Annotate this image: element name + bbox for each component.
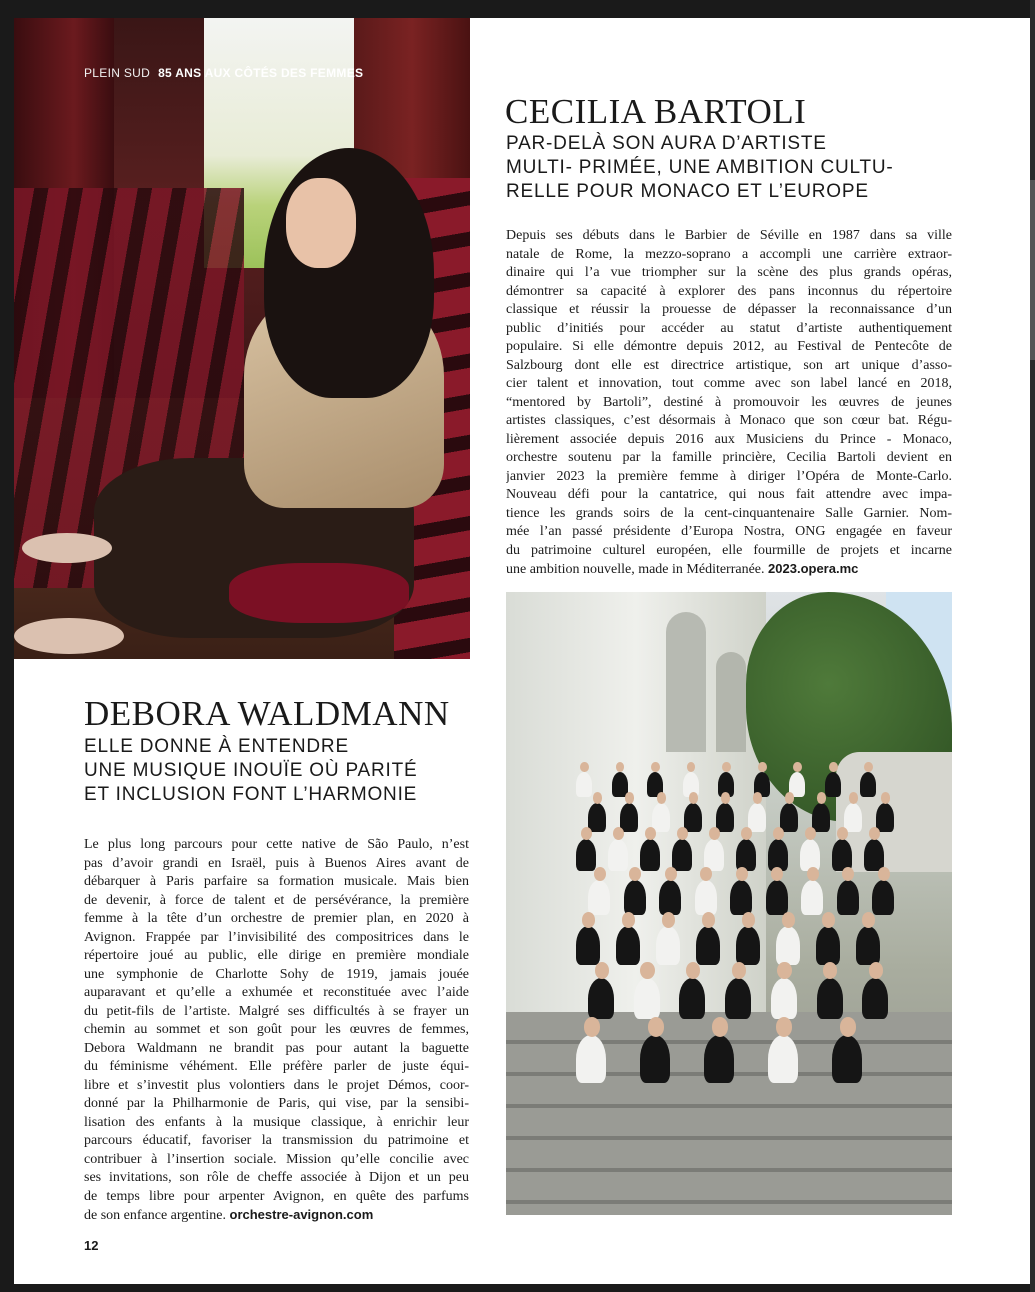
scrollbar-thumb[interactable]	[1030, 180, 1035, 360]
body-line: lisation des enfants à la musique classique, à enrichir leur	[84, 1114, 469, 1130]
cecilia-body	[506, 227, 952, 579]
section-name: PLEIN SUD	[84, 66, 151, 80]
debora-heading: DEBORA WALDMANN	[84, 694, 450, 733]
body-line: cier talent et innovation, tout comme avec son label lancé en 2018,	[506, 376, 952, 391]
body-line: artistes classiques, c’est désormais à Monaco que son cœur bat. Régu-	[506, 413, 952, 428]
body-line: démontrer sa capacité à explorer des pans inconnus du répertoire	[506, 283, 952, 299]
body-line: auparavant et qu’elle a exhumée et reconstituée avec l’aide	[84, 985, 469, 1000]
subtitle-line: UNE MUSIQUE INOUÏE OÙ PARITÉ	[84, 760, 418, 781]
body-line: Le plus long parcours pour cette native de São Paulo, n’est	[84, 837, 469, 852]
body-line: populaire. Si elle démontre depuis 2012, au Festival de Pentecôte de	[506, 339, 952, 354]
body-line: tience les grands soirs de la cent-cinquantenaire Salle Garnier. Nom-	[506, 505, 952, 521]
body-line: Nouveau défi pour la cantatrice, qui nous fait attendre avec impa-	[506, 487, 952, 502]
body-line: chemin au sommet et son goût pour les œuvres de femmes,	[84, 1022, 469, 1037]
subtitle-line: MULTI- PRIMÉE, UNE AMBITION CULTU-	[506, 157, 894, 178]
subtitle-line: ET INCLUSION FONT L’HARMONIE	[84, 784, 418, 805]
body-line: ses invitations, son rôle de cheffe associée à Dijon et un peu	[84, 1170, 469, 1185]
body-line: Debora Waldmann ne brandit pas pour autant la baguette	[84, 1040, 469, 1056]
body-line: du patrimoine culturel européen, elle fourmille de projets et incarne	[506, 542, 952, 558]
photo-orchestre-avignon	[506, 592, 952, 1215]
body-line-last	[84, 1206, 469, 1225]
body-line: libre et s’investit plus volontiers dans le projet Démos, coor-	[84, 1077, 469, 1093]
body-line: de devenir, à force de talent et de persévérance, la première	[84, 892, 469, 908]
body-line: Salzbourg dont elle est directrice artistique, son art unique d’asso-	[506, 357, 952, 373]
debora-body	[84, 836, 469, 1225]
subtitle-line: PAR-DELÀ SON AURA D’ARTISTE	[506, 133, 827, 154]
debora-subtitle	[84, 735, 484, 807]
debora-website-link[interactable]: orchestre-avignon.com	[229, 1207, 374, 1222]
cecilia-website-link[interactable]: 2023.opera.mc	[768, 561, 859, 576]
magazine-page	[14, 18, 1035, 1284]
body-line: répertoire joué au public, elle dirige en première mondiale	[84, 948, 469, 963]
body-line: Depuis ses débuts dans le Barbier de Séville en 1987 dans sa ville	[506, 228, 952, 243]
body-line: natale de Rome, la mezzo-soprano a accompli une carrière extraor-	[506, 246, 952, 262]
body-line: Avignon. Frappée par l’invisibilité des compositrices dans le	[84, 929, 469, 945]
body-line: pas d’avoir grandi en Israël, puis à Buenos Aires avant de	[84, 855, 469, 871]
viewer-scrollbar[interactable]	[1030, 0, 1035, 1292]
section-tagline: 85 ANS AUX CÔTÉS DES FEMMES	[158, 66, 364, 80]
running-header	[84, 66, 363, 80]
body-line: mée l’an passé présidente d’Europa Nostra, ONG engagée en faveur	[506, 524, 952, 539]
body-line: du petit-fils de l’artiste. Malgré ses difficultés à se frayer un	[84, 1003, 469, 1019]
body-text: une ambition nouvelle, made in Méditerranée.	[506, 562, 765, 577]
body-line: de temps libre pour arpenter Avignon, en quête des parfums	[84, 1188, 469, 1204]
page-number: 12	[84, 1238, 99, 1253]
body-line: contribuer à l’insertion sociale. Mission qu’elle concilie avec	[84, 1151, 469, 1167]
body-line-last	[506, 560, 952, 579]
body-line: lièrement associée depuis 2016 aux Musiciens du Prince - Monaco,	[506, 431, 952, 447]
photo-cecilia-bartoli	[14, 18, 470, 659]
body-line: dinaire qui l’a vue triompher sur la scène des plus grands opéras,	[506, 265, 952, 280]
body-line: parcours éducatif, favoriser la transmission du patrimoine et	[84, 1133, 469, 1148]
body-line: orchestre soutenu par la famille princière, Cecilia Bartoli devient en	[506, 450, 952, 465]
body-line: débarquer à Paris parfaire sa formation musicale. Mais bien	[84, 874, 469, 889]
cecilia-heading: CECILIA BARTOLI	[505, 92, 807, 131]
body-line: donné par la Philharmonie de Paris, qui vise, par la sensibi-	[84, 1096, 469, 1111]
body-line: femme à la tête d’un orchestre de premier plan, en 2020 à	[84, 911, 469, 926]
subtitle-line: ELLE DONNE À ENTENDRE	[84, 736, 349, 757]
subtitle-line: RELLE POUR MONACO ET L’EUROPE	[506, 181, 869, 202]
body-text: de son enfance argentine.	[84, 1208, 227, 1223]
body-line: public d’initiés pour accéder au statut d’artiste authentiquement	[506, 320, 952, 336]
body-line: classique et réussir la prouesse de dépasser la reconnaissance d’un	[506, 302, 952, 317]
body-line: “mentored by Bartoli”, destiné à promouvoir les œuvres de jeunes	[506, 394, 952, 410]
body-line: du féminisme véhément. Elle préfère parler de juste équi-	[84, 1059, 469, 1074]
body-line: une symphonie de Charlotte Sohy de 1919, jamais jouée	[84, 966, 469, 982]
cecilia-subtitle	[506, 132, 946, 204]
body-line: janvier 2023 la première femme à diriger l’Opéra de Monte-Carlo.	[506, 468, 952, 484]
